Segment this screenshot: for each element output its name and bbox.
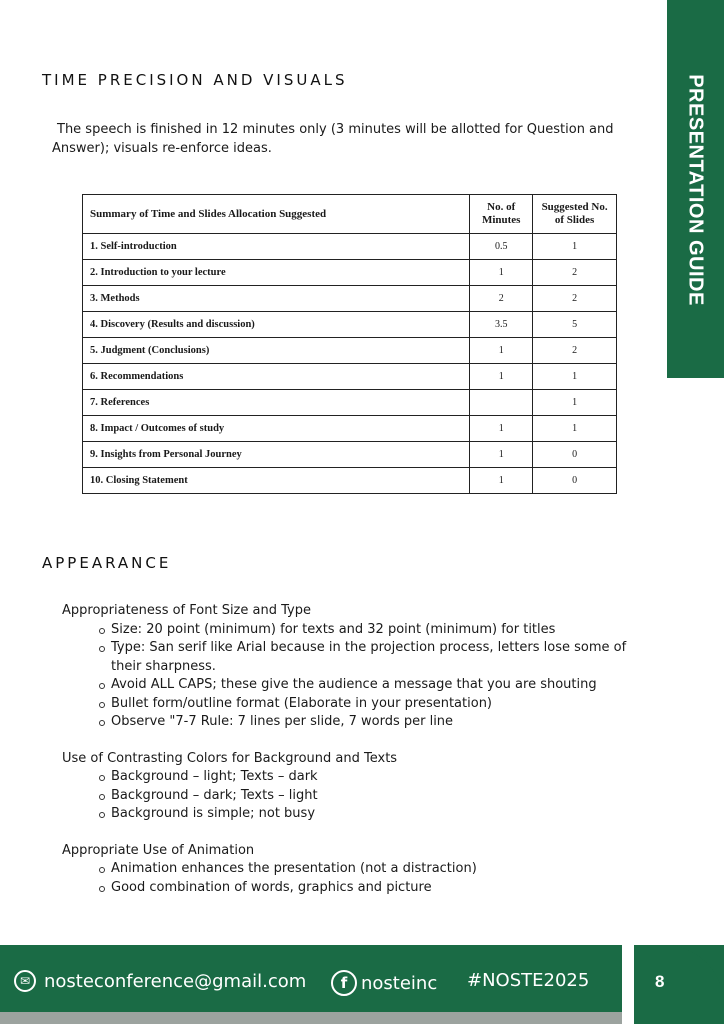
table-cell-item: 6. Recommendations (83, 364, 470, 390)
group-title: Appropriateness of Font Size and Type (62, 603, 311, 618)
table-row (83, 286, 617, 312)
footer-hashtag[interactable] (467, 970, 589, 991)
table-cell-minutes: 1 (470, 338, 533, 364)
table-cell-minutes: 3.5 (470, 312, 533, 338)
list-item: Type: San serif like Arial because in the projection process, letters lose some of their sharpness. (111, 639, 652, 676)
list-item: Avoid ALL CAPS; these give the audience a message that you are shouting (111, 676, 652, 695)
list-item: Good combination of words, graphics and picture (111, 879, 652, 898)
table-cell-minutes: 1 (470, 416, 533, 442)
table-cell-item: 7. References (83, 390, 470, 416)
intro-paragraph: The speech is finished in 12 minutes only (3 minutes will be allotted for Question and Answer); visuals re-enforce ideas. (52, 122, 614, 156)
table-header-summary: Summary of Time and Slides Allocation Suggested (83, 195, 470, 234)
table-row (83, 338, 617, 364)
table-cell-minutes: 1 (470, 260, 533, 286)
table-cell-slides: 1 (533, 416, 617, 442)
table-cell-item: 3. Methods (83, 286, 470, 312)
footer-gap (622, 945, 634, 1024)
table-cell-slides: 2 (533, 338, 617, 364)
table-cell-item: 10. Closing Statement (83, 468, 470, 494)
appearance-content (62, 602, 652, 915)
table-row (83, 416, 617, 442)
list-item: Animation enhances the presentation (not a distraction) (111, 860, 652, 879)
table-body (83, 234, 617, 494)
table-cell-item: 8. Impact / Outcomes of study (83, 416, 470, 442)
list-item: Observe "7-7 Rule: 7 lines per slide, 7 words per line (111, 713, 652, 732)
footer-facebook-text: nosteinc (361, 972, 438, 994)
table-cell-minutes (470, 390, 533, 416)
appearance-group (62, 750, 652, 824)
footer-email-text: nosteconference@gmail.com (44, 970, 307, 992)
table-cell-minutes: 2 (470, 286, 533, 312)
appearance-group (62, 602, 652, 732)
section-heading-time: TIME PRECISION AND VISUALS (42, 71, 348, 89)
footer-stripe (0, 1012, 724, 1024)
table-cell-item: 2. Introduction to your lecture (83, 260, 470, 286)
table-cell-slides: 1 (533, 390, 617, 416)
table-cell-slides: 0 (533, 468, 617, 494)
appearance-group (62, 842, 652, 898)
table-row (83, 260, 617, 286)
list-item: Bullet form/outline format (Elaborate in your presentation) (111, 695, 652, 714)
group-title: Use of Contrasting Colors for Background and Texts (62, 750, 398, 766)
table-row (83, 442, 617, 468)
table-row (83, 234, 617, 260)
table-header-minutes: No. of Minutes (470, 195, 533, 234)
table-row (83, 468, 617, 494)
bullet-list (62, 621, 652, 732)
footer-email[interactable] (14, 970, 306, 992)
table-cell-item: 1. Self-introduction (83, 234, 470, 260)
group-title: Appropriate Use of Animation (62, 842, 255, 858)
footer-hashtag-text: #NOSTE2025 (467, 970, 590, 991)
side-tab (667, 0, 724, 378)
table-cell-minutes: 0.5 (470, 234, 533, 260)
mail-icon: ✉ (14, 970, 36, 992)
list-item: Background – dark; Texts – light (111, 787, 652, 806)
allocation-table (82, 194, 617, 494)
table-cell-slides: 5 (533, 312, 617, 338)
page-number: 8 (655, 972, 665, 991)
table-cell-slides: 2 (533, 286, 617, 312)
table-cell-minutes: 1 (470, 468, 533, 494)
table-cell-slides: 1 (533, 234, 617, 260)
facebook-icon: f (331, 970, 357, 996)
bullet-list (62, 768, 652, 824)
list-item: Size: 20 point (minimum) for texts and 32 point (minimum) for titles (111, 621, 652, 640)
side-tab-label: PRESENTATION GUIDE (684, 74, 707, 306)
table-cell-item: 5. Judgment (Conclusions) (83, 338, 470, 364)
section-heading-appearance: APPEARANCE (42, 554, 172, 572)
bullet-list (62, 860, 652, 897)
table-cell-minutes: 1 (470, 364, 533, 390)
table-row (83, 364, 617, 390)
footer-facebook[interactable] (331, 970, 437, 996)
table-row (83, 390, 617, 416)
table-header-row (83, 195, 617, 234)
list-item: Background is simple; not busy (111, 805, 652, 824)
table-cell-minutes: 1 (470, 442, 533, 468)
table-cell-slides: 0 (533, 442, 617, 468)
table-cell-item: 4. Discovery (Results and discussion) (83, 312, 470, 338)
table-row (83, 312, 617, 338)
table-header-slides: Suggested No. of Slides (533, 195, 617, 234)
table-cell-slides: 1 (533, 364, 617, 390)
list-item: Background – light; Texts – dark (111, 768, 652, 787)
table-cell-slides: 2 (533, 260, 617, 286)
table-cell-item: 9. Insights from Personal Journey (83, 442, 470, 468)
